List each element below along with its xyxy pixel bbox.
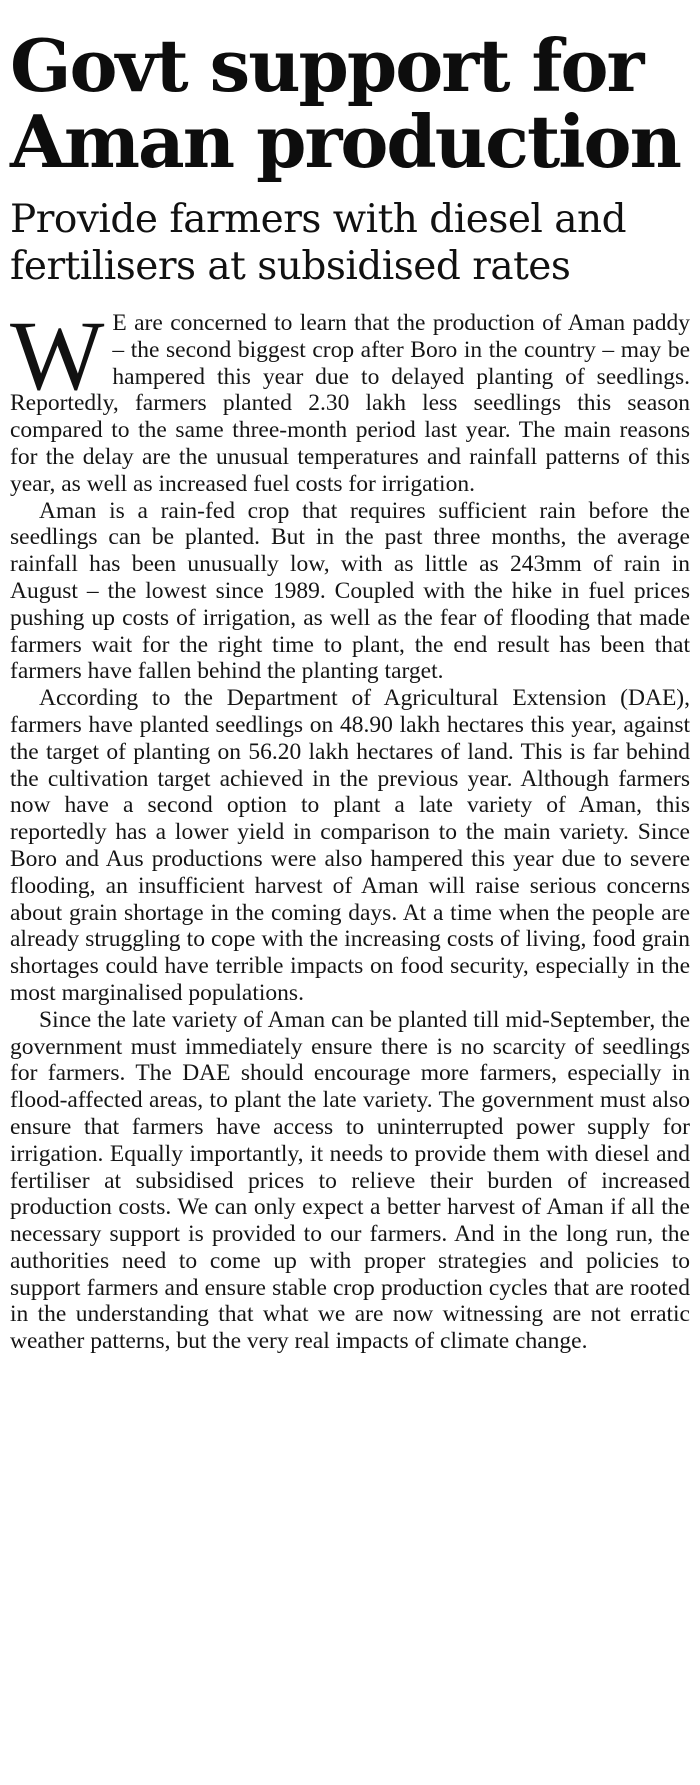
body-paragraph-1: [10, 300, 690, 498]
body-paragraph-2: Aman is a rain-fed crop that requires sufficient rain before the seedlings can be planted. But in the past three months, the average rainfall has been unusually low, with as little as 243mm of rain in August – the lowest since 1989. Coupled with the hike in fuel prices pushing up costs of irrigation, as well as the fear of flooding that made farmers wait for the right time to plant, the end result has been that farmers have fallen behind the planting target.: [10, 497, 690, 685]
drop-cap: W: [10, 300, 105, 411]
article-body: [10, 300, 690, 1355]
body-paragraph-3: According to the Department of Agricultural Extension (DAE), farmers have planted seedlings on 48.90 lakh hectares this year, against the target of planting on 56.20 lakh hectares of land. This is far behind the cultivation target achieved in the previous year. Although farmers now have a second option to plant a late variety of Aman, this reportedly has a lower yield in comparison to the main variety. Since Boro and Aus productions were also hampered this year due to severe flooding, an insufficient harvest of Aman will raise serious concerns about grain shortage in the coming days. At a time when the people are already struggling to cope with the increasing costs of living, food grain shortages could have terrible impacts on food security, especially in the most marginalised populations.: [10, 685, 690, 1006]
body-paragraph-4: Since the late variety of Aman can be planted till mid-September, the government must immediately ensure there is no scarcity of seedlings for farmers. The DAE should encourage more farmers, especially in flood-affected areas, to plant the late variety. The government must also ensure that farmers have access to uninterrupted power supply for irrigation. Equally importantly, it needs to provide them with diesel and fertiliser at subsidised prices to relieve their burden of increased production costs. We can only expect a better harvest of Aman if all the necessary support is provided to our farmers. And in the long run, the authorities need to come up with proper strategies and policies to support farmers and ensure stable crop production cycles that are rooted in the understanding that what we are now witnessing are not erratic weather patterns, but the very real impacts of climate change.: [10, 1006, 690, 1355]
first-paragraph-text: E are concerned to learn that the production of Aman paddy – the second biggest crop after Boro in the country – may be hampered this year due to delayed planting of seedlings. Reportedly, farmers planted 2.30 lakh less seedlings this season compared to the same three-month period last year. The main reasons for the delay are the unusual temperatures and rainfall patterns of this year, as well as increased fuel costs for irrigation.: [10, 310, 690, 497]
headline: Govt support for Aman production: [10, 23, 680, 184]
subheadline: Provide farmers with diesel and fertilisers at subsidised rates: [10, 197, 627, 289]
